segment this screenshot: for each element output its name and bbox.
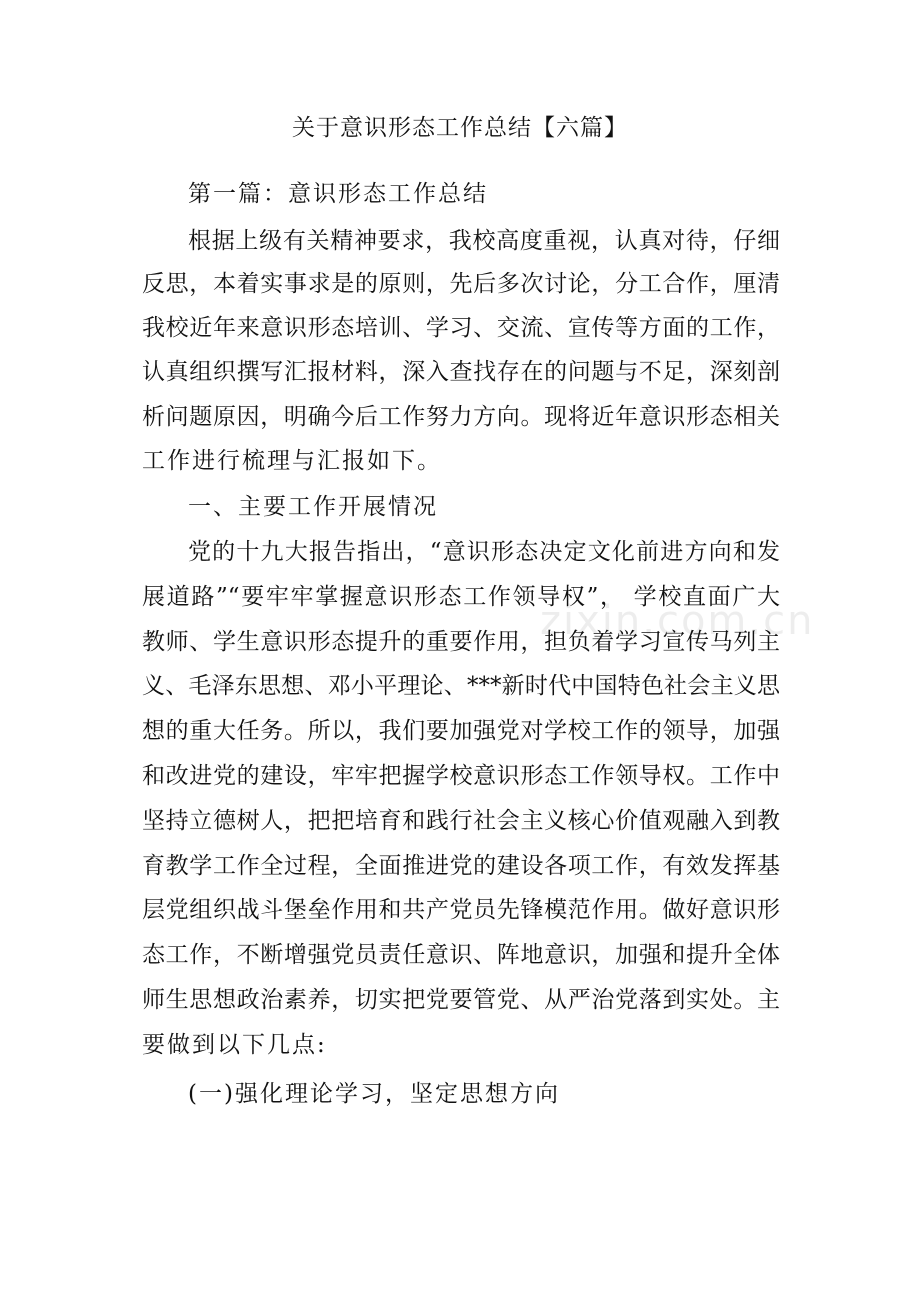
paragraph-line: 展道路”“要牢牢掌握意识形态工作领导权”， 学校直面广大 [142, 584, 780, 610]
paragraph-line: 要做到以下几点: [142, 1032, 327, 1058]
subsection-heading: (一)强化理论学习，坚定思想方向 [188, 1081, 560, 1107]
paragraph-line: 层党组织战斗堡垒作用和共产党员先锋模范作用。做好意识形 [142, 897, 780, 923]
section-heading: 一、主要工作开展情况 [188, 494, 438, 520]
paragraph-line: 析问题原因，明确今后工作努力方向。现将近年意识形态相关 [142, 404, 780, 430]
paragraph-line: 义、毛泽东思想、邓小平理论、***新时代中国特色社会主义思 [142, 673, 780, 699]
document-title: 关于意识形态工作总结【六篇】 [292, 115, 628, 141]
paragraph-line: 反思，本着实事求是的原则，先后多次讨论，分工合作，厘清 [142, 271, 780, 297]
paragraph-line: 我校近年来意识形态培训、学习、交流、宣传等方面的工作， [142, 315, 780, 341]
paragraph-line: 育教学工作全过程，全面推进党的建设各项工作，有效发挥基 [142, 853, 780, 879]
paragraph-line: 坚持立德树人，把把培育和践行社会主义核心价值观融入到教 [142, 808, 780, 834]
paragraph-line: 根据上级有关精神要求，我校高度重视，认真对待，仔细 [188, 228, 780, 254]
section-heading: 第一篇：意识形态工作总结 [188, 181, 488, 207]
paragraph-line: 态工作，不断增强党员责任意识、阵地意识，加强和提升全体 [142, 942, 780, 968]
paragraph-line: 和改进党的建设，牢牢把握学校意识形态工作领导权。工作中 [142, 763, 780, 789]
paragraph-line: 想的重大任务。所以，我们要加强党对学校工作的领导，加强 [142, 718, 780, 744]
paragraph-line: 师生思想政治素养，切实把党要管党、从严治党落到实处。主 [142, 987, 780, 1013]
paragraph-line: 教师、学生意识形态提升的重要作用，担负着学习宣传马列主 [142, 629, 780, 655]
watermark-text: zixin.com.cn [540, 598, 815, 644]
paragraph-line: 工作进行梳理与汇报如下。 [142, 448, 442, 474]
paragraph-line: 认真组织撰写汇报材料，深入查找存在的问题与不足，深刻剖 [142, 359, 780, 385]
paragraph-line: 党的十九大报告指出，“意识形态决定文化前进方向和发 [188, 539, 780, 565]
